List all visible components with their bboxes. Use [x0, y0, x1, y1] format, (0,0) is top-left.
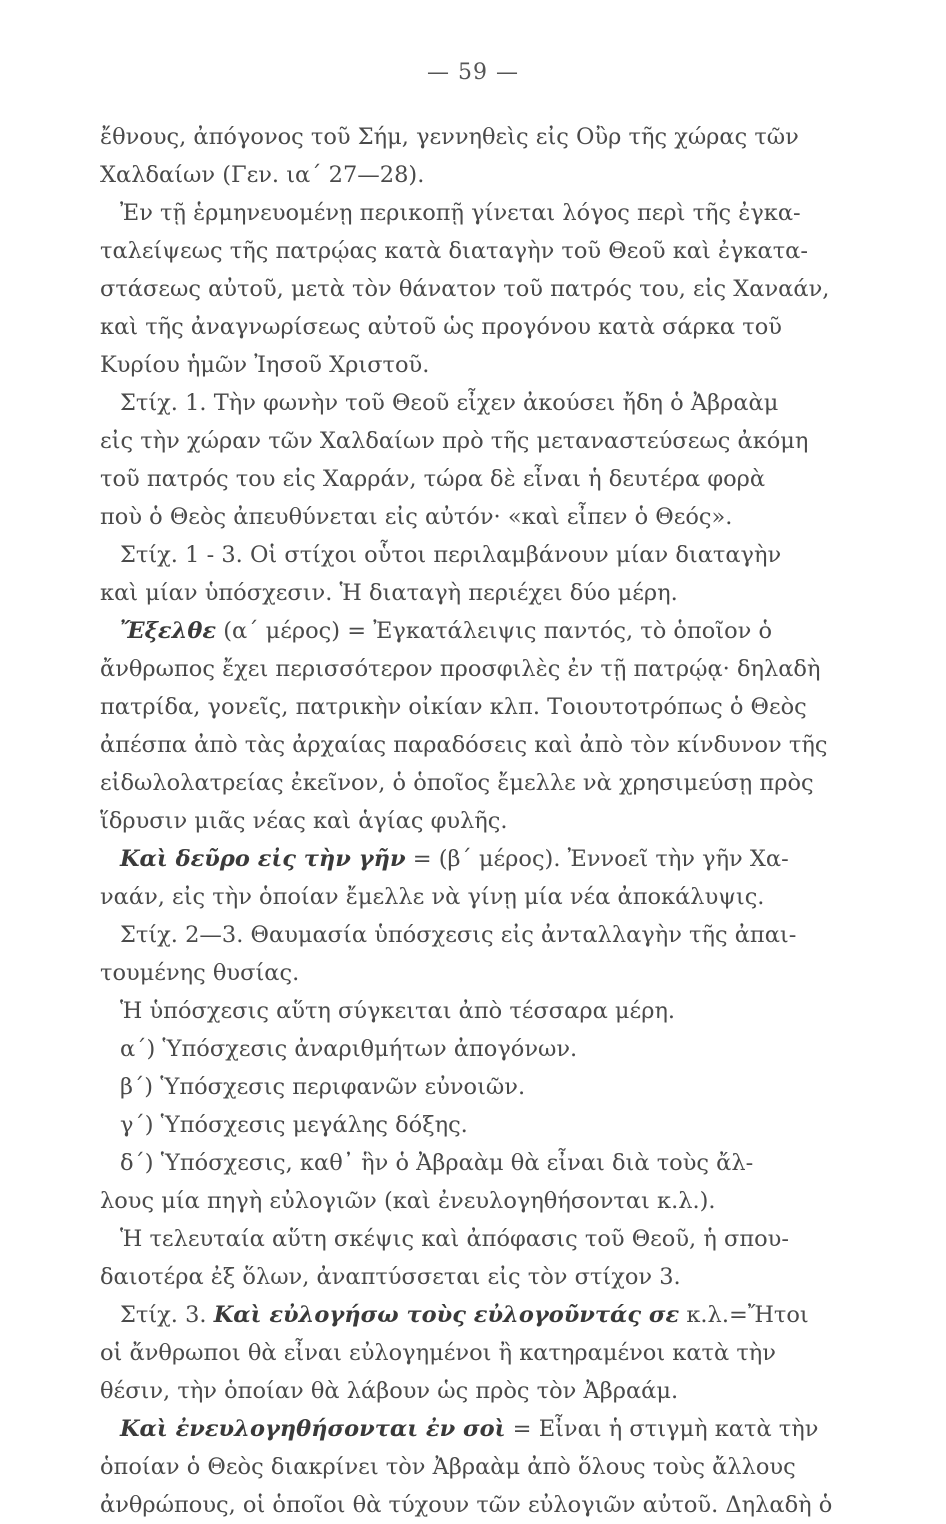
text-run: Κυρίου ἡμῶν Ἰησοῦ Χριστοῦ. — [100, 352, 430, 378]
text-run: γ΄) Ὑπόσχεσις μεγάλης δόξης. — [120, 1112, 468, 1138]
text-line — [100, 1296, 840, 1334]
text-line — [100, 992, 840, 1030]
text-line — [100, 460, 840, 498]
text-run: τουμένης θυσίας. — [100, 960, 300, 986]
text-run: καὶ μίαν ὑπόσχεσιν. Ἡ διαταγὴ περιέχει δύο μέρη. — [100, 580, 678, 606]
text-line — [100, 612, 840, 650]
text-run: εἰς τὴν χώραν τῶν Χαλδαίων πρὸ τῆς μεταναστεύσεως ἀκόμη — [100, 428, 809, 454]
emphasized-phrase: Καὶ ἐνευλογηθήσονται ἐν σοὶ — [120, 1416, 506, 1442]
text-line — [100, 1106, 840, 1144]
text-run: ταλείψεως τῆς πατρῴας κατὰ διαταγὴν τοῦ Θεοῦ καὶ ἐγκατα- — [100, 238, 808, 264]
text-line — [100, 1144, 840, 1182]
text-line — [100, 498, 840, 536]
text-run: Ἡ τελευταία αὕτη σκέψις καὶ ἀπόφασις τοῦ Θεοῦ, ἡ σπου- — [120, 1226, 789, 1252]
body-text — [100, 118, 840, 1524]
text-line — [100, 1030, 840, 1068]
text-line — [100, 308, 840, 346]
text-line — [100, 270, 840, 308]
text-line — [100, 194, 840, 232]
text-run: δαιοτέρα ἐξ ὅλων, ἀναπτύσσεται εἰς τὸν στίχον 3. — [100, 1264, 681, 1290]
text-line — [100, 1410, 840, 1448]
text-run: = (β΄ μέρος). Ἐννοεῖ τὴν γῆν Χα- — [405, 846, 789, 872]
text-run: ἵδρυσιν μιᾶς νέας καὶ ἁγίας φυλῆς. — [100, 808, 508, 834]
text-line — [100, 1258, 840, 1296]
emphasized-phrase: Ἔξελθε — [120, 618, 217, 644]
text-run: κ.λ.=Ἤτοι — [679, 1302, 809, 1328]
text-line — [100, 1068, 840, 1106]
text-line — [100, 916, 840, 954]
text-line — [100, 1448, 840, 1486]
text-line — [100, 232, 840, 270]
text-run: ἄνθρωπος ἔχει περισσότερον προσφιλὲς ἐν τῇ πατρῴᾳ· δηλαδὴ — [100, 656, 821, 682]
text-run: ἀνθρώπους, οἱ ὁποῖοι θὰ τύχουν τῶν εὐλογιῶν αὐτοῦ. Δηλαδὴ ὁ — [100, 1492, 833, 1518]
text-run: λους μία πηγὴ εὐλογιῶν (καὶ ἐνευλογηθήσονται κ.λ.). — [100, 1188, 716, 1214]
text-run: Ἡ ὑπόσχεσις αὕτη σύγκειται ἀπὸ τέσσαρα μέρη. — [120, 998, 676, 1024]
text-run: Στίχ. 1. Τὴν φωνὴν τοῦ Θεοῦ εἶχεν ἀκούσει ἤδη ὁ Ἀβραὰμ — [120, 390, 779, 416]
text-run: δ΄) Ὑπόσχεσις, καθ᾽ ἣν ὁ Ἀβραὰμ θὰ εἶναι διὰ τοὺς ἄλ- — [120, 1150, 754, 1176]
text-run: ὁποίαν ὁ Θεὸς διακρίνει τὸν Ἀβραὰμ ἀπὸ ὅλους τοὺς ἄλλους — [100, 1454, 796, 1480]
text-line — [100, 1372, 840, 1410]
text-run: (α΄ μέρος) = Ἐγκατάλειψις παντός, τὸ ὁποῖον ὁ — [216, 618, 773, 644]
text-run: ἔθνους, ἀπόγονος τοῦ Σήμ, γεννηθεὶς εἰς Οὒρ τῆς χώρας τῶν — [100, 124, 799, 150]
text-line — [100, 1220, 840, 1258]
text-run: τοῦ πατρός του εἰς Χαρράν, τώρα δὲ εἶναι ἡ δευτέρα φορὰ — [100, 466, 766, 492]
text-line — [100, 954, 840, 992]
text-run: Στίχ. 3. — [120, 1302, 214, 1328]
emphasized-phrase: Καὶ δεῦρο εἰς τὴν γῆν — [120, 846, 406, 872]
text-run: Στίχ. 2—3. Θαυμασία ὑπόσχεσις εἰς ἀνταλλαγὴν τῆς ἀπαι- — [120, 922, 797, 948]
text-line — [100, 878, 840, 916]
text-line — [100, 650, 840, 688]
text-run: β΄) Ὑπόσχεσις περιφανῶν εὐνοιῶν. — [120, 1074, 526, 1100]
text-line — [100, 384, 840, 422]
text-run: = Εἶναι ἡ στιγμὴ κατὰ τὴν — [505, 1416, 819, 1442]
text-line — [100, 1334, 840, 1372]
text-line — [100, 764, 840, 802]
text-run: εἰδωλολατρείας ἐκεῖνον, ὁ ὁποῖος ἔμελλε νὰ χρησιμεύσῃ πρὸς — [100, 770, 814, 796]
text-run: Χαλδαίων (Γεν. ια΄ 27—28). — [100, 162, 425, 188]
text-run: ποὺ ὁ Θεὸς ἀπευθύνεται εἰς αὐτόν· «καὶ εἶπεν ὁ Θεός». — [100, 504, 733, 530]
text-line — [100, 574, 840, 612]
text-run: θέσιν, τὴν ὁποίαν θὰ λάβουν ὡς πρὸς τὸν Ἀβραάμ. — [100, 1378, 679, 1404]
text-run: Ἐν τῇ ἑρμηνευομένῃ περικοπῇ γίνεται λόγος περὶ τῆς ἐγκα- — [120, 200, 801, 226]
text-run: πατρίδα, γονεῖς, πατρικὴν οἰκίαν κλπ. Τοιουτοτρόπως ὁ Θεὸς — [100, 694, 807, 720]
text-line — [100, 536, 840, 574]
text-line — [100, 1486, 840, 1524]
text-line — [100, 346, 840, 384]
text-run: ναάν, εἰς τὴν ὁποίαν ἔμελλε νὰ γίνῃ μία νέα ἀποκάλυψις. — [100, 884, 765, 910]
text-line — [100, 726, 840, 764]
text-line — [100, 156, 840, 194]
text-line — [100, 840, 840, 878]
text-line — [100, 422, 840, 460]
text-line — [100, 1182, 840, 1220]
emphasized-phrase: Καὶ εὐλογήσω τοὺς εὐλογοῦντάς σε — [213, 1302, 680, 1328]
text-run: α΄) Ὑπόσχεσις ἀναριθμήτων ἀπογόνων. — [120, 1036, 578, 1062]
text-run: οἱ ἄνθρωποι θὰ εἶναι εὐλογημένοι ἢ κατηραμένοι κατὰ τὴν — [100, 1340, 776, 1366]
text-line — [100, 118, 840, 156]
text-run: καὶ τῆς ἀναγνωρίσεως αὐτοῦ ὡς προγόνου κατὰ σάρκα τοῦ — [100, 314, 782, 340]
text-run: ἀπέσπα ἀπὸ τὰς ἀρχαίας παραδόσεις καὶ ἀπὸ τὸν κίνδυνον τῆς — [100, 732, 828, 758]
text-run: στάσεως αὐτοῦ, μετὰ τὸν θάνατον τοῦ πατρός του, εἰς Χαναάν, — [100, 276, 830, 302]
text-run: Στίχ. 1 - 3. Οἱ στίχοι οὗτοι περιλαμβάνουν μίαν διαταγὴν — [120, 542, 782, 568]
text-line — [100, 802, 840, 840]
text-line — [100, 688, 840, 726]
page-number: — 59 — — [427, 60, 519, 85]
